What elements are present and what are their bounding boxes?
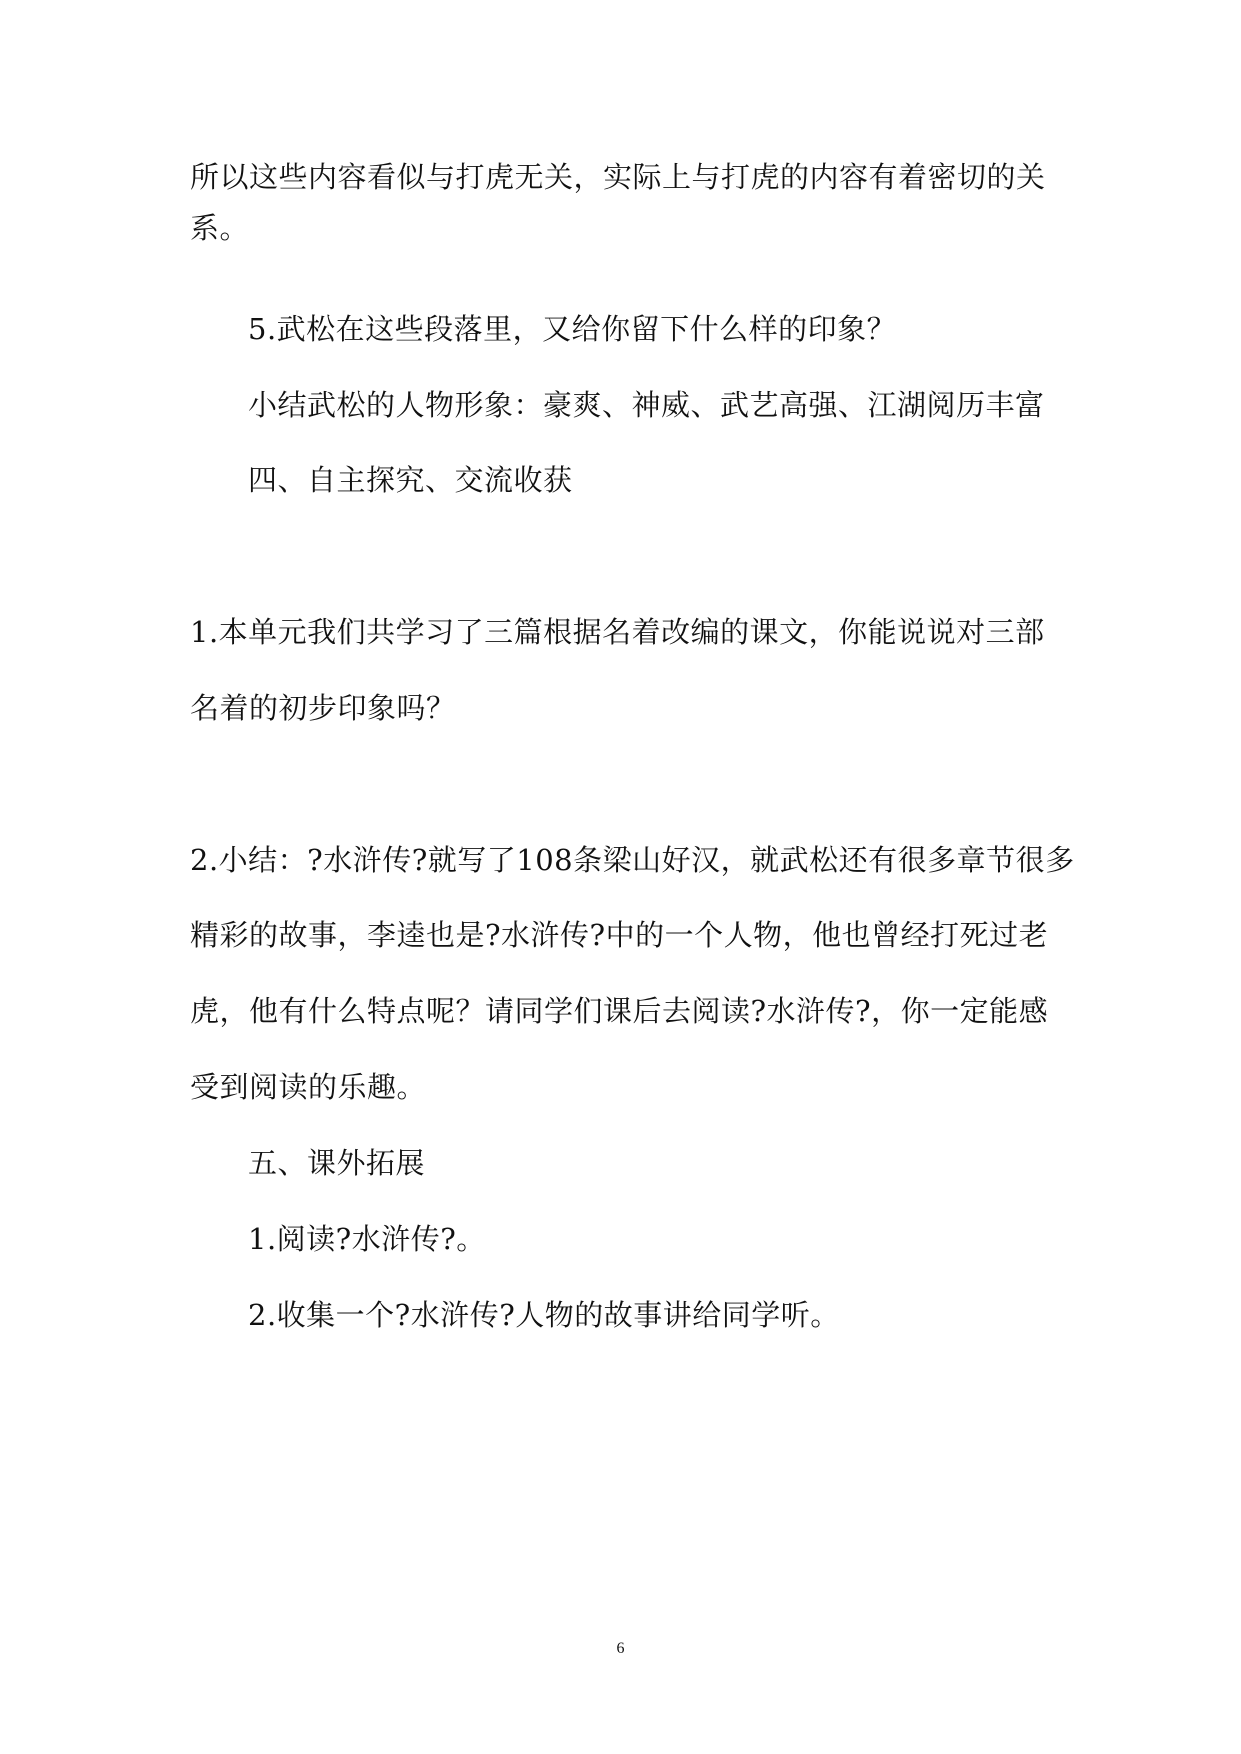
paragraph-line: 1.本单元我们共学习了三篇根据名着改编的课文，你能说说对三部 xyxy=(190,615,1045,649)
paragraph-line: 系。 xyxy=(190,211,250,245)
paragraph-line: 名着的初步印象吗？ xyxy=(190,691,456,725)
paragraph-line: 精彩的故事，李逵也是?水浒传?中的一个人物，他也曾经打死过老 xyxy=(190,918,1049,952)
paragraph-line: 所以这些内容看似与打虎无关，实际上与打虎的内容有着密切的关 xyxy=(190,160,1046,194)
section-heading-5: 五、课外拓展 xyxy=(248,1146,426,1180)
question-5: 5.武松在这些段落里，又给你留下什么样的印象？ xyxy=(248,312,897,346)
list-item: 1.阅读?水浒传?。 xyxy=(248,1222,486,1256)
paragraph-line: 2.小结：?水浒传?就写了108条梁山好汉，就武松还有很多章节很多 xyxy=(190,843,1075,877)
section-heading-4: 四、自主探究、交流收获 xyxy=(248,463,573,497)
list-item: 2.收集一个?水浒传?人物的故事讲给同学听。 xyxy=(248,1298,840,1332)
paragraph-line: 虎，他有什么特点呢？请同学们课后去阅读?水浒传?，你一定能感 xyxy=(190,994,1049,1028)
paragraph-line: 受到阅读的乐趣。 xyxy=(190,1070,427,1104)
page-number: 6 xyxy=(616,1640,625,1657)
summary-line: 小结武松的人物形象：豪爽、神威、武艺高强、江湖阅历丰富 xyxy=(248,388,1045,422)
